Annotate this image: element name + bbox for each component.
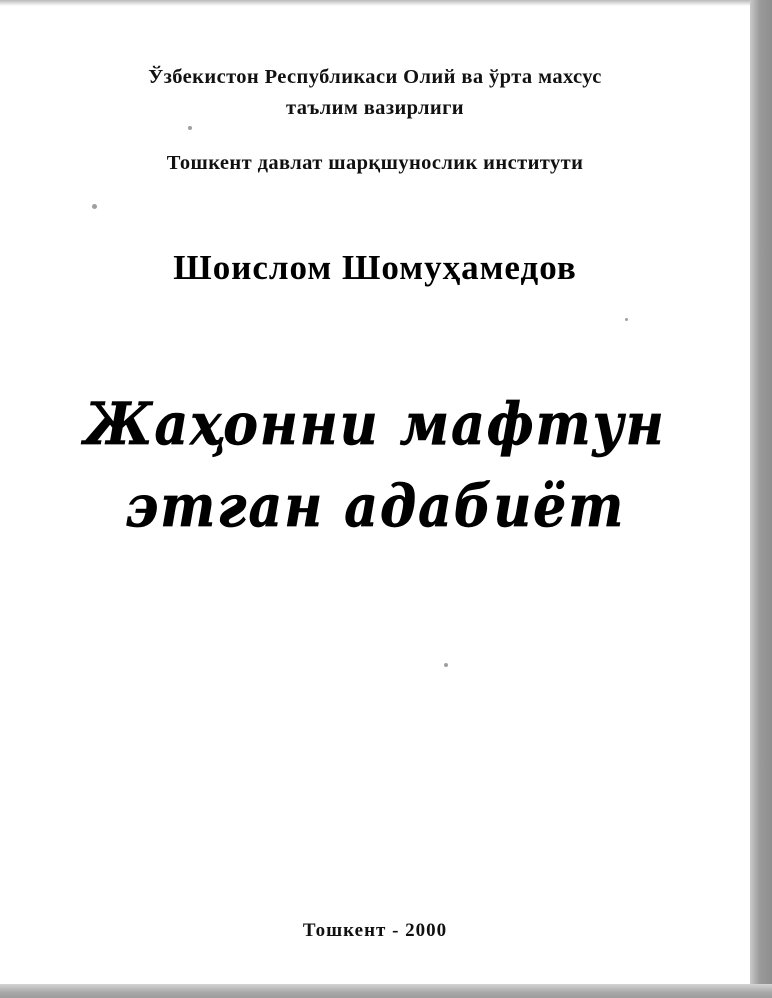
author-name: Шоислом Шомуҳамедов [173,248,577,287]
scan-speck [188,126,192,130]
scan-speck [625,318,628,321]
scan-edge-right [750,0,772,998]
imprint-place-year: Тошкент - 2000 [302,920,448,941]
ministry-line-2: таълим вазирлиги [285,97,465,119]
title-line-1: Жаҳонни мафтун [84,390,666,459]
publisher-ministry [0,62,750,124]
book-title [0,392,750,540]
title-line-2: этган адабиёт [124,472,626,541]
scan-edge-bottom [0,984,772,998]
scan-speck [92,204,97,209]
ministry-line-1: Ўзбекистон Республикаси Олий ва ўрта махсус [148,66,602,88]
institute-name: Тошкент давлат шарқшунослик институти [166,152,584,174]
scan-edge-top [0,0,772,6]
scan-speck [444,663,448,667]
